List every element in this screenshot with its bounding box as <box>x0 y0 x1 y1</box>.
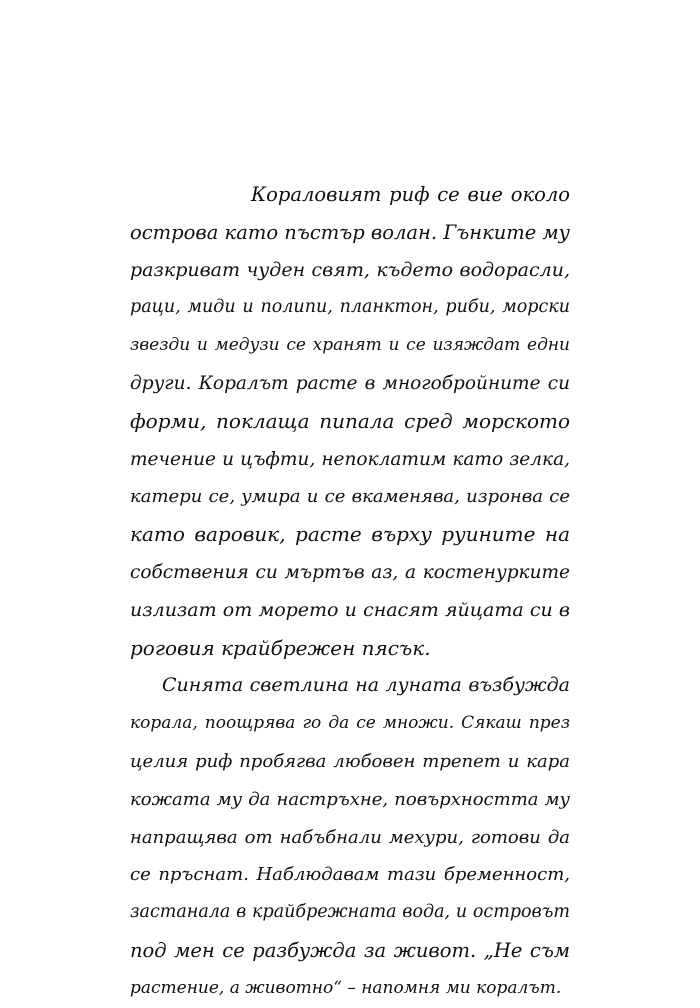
text-line: роговия крайбрежен пясък. <box>130 635 431 660</box>
text-line: други. Коралът расте в многобройните си <box>130 372 570 394</box>
text-line: растение, а животно“ – напомня ми коралът. <box>130 977 562 998</box>
text-line: форми, поклаща пипала сред морското <box>130 408 570 433</box>
paragraph-1 <box>130 176 570 667</box>
text-line: разкриват чуден свят, където водорасли, <box>130 258 570 281</box>
text-line: раци, миди и полипи, планктон, риби, морски <box>130 297 570 318</box>
text-line: се пръснат. Наблюдавам тази бременност, <box>130 864 570 886</box>
text-line: катери се, умира и се вкаменява, изронва се <box>130 486 570 508</box>
text-line: напращява от набъбнали мехури, готови да <box>130 826 570 848</box>
text-line: Кораловият риф се вие около <box>251 183 570 206</box>
text-line: целия риф пробягва любовен трепет и кара <box>130 750 570 772</box>
text-line: собствения си мъртъв аз, а костенурките <box>130 561 570 583</box>
text-line: острова като пъстър волан. Гънките му <box>130 220 570 244</box>
text-line: течение и цъфти, непоклатим като зелка, <box>130 448 570 470</box>
text-line: звезди и медузи се хранят и се изяждат едни <box>130 335 570 356</box>
body-text <box>130 176 570 1008</box>
text-line: корала, поощрява го да се множи. Сякаш през <box>130 713 570 734</box>
text-line: излизат от морето и снасят яйцата си в <box>130 598 570 621</box>
text-line: кожата му да настръхне, повърхността му <box>130 788 570 810</box>
text-line: Синята светлина на луната възбужда <box>162 674 570 697</box>
text-line: под мен се разбужда за живот. „Не съм <box>130 938 570 962</box>
text-line: като варовик, расте върху руините на <box>130 522 570 547</box>
paragraph-2 <box>130 667 570 1007</box>
text-line: застанала в крайбрежната вода, и островът <box>130 902 570 923</box>
